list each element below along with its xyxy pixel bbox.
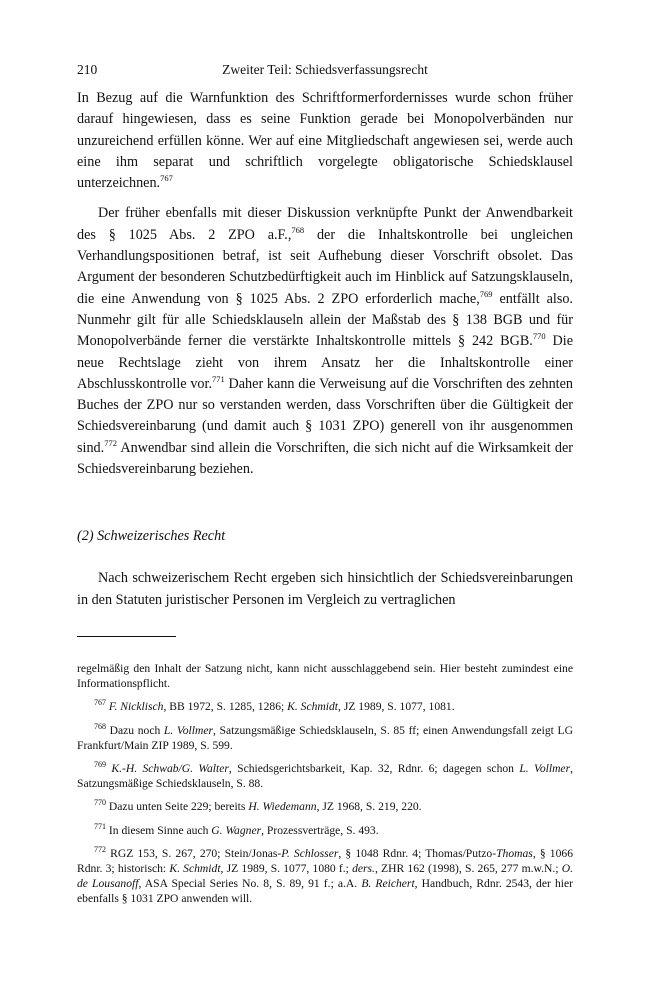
- page-number: 210: [77, 62, 98, 77]
- footnote-text: , ZHR 162 (1998), S. 265, 277 m.w.N.;: [374, 862, 562, 876]
- footnote-769: [77, 761, 573, 791]
- paragraph-3: Nach schweizerischem Recht ergeben sich hinsichtlich der Schiedsvereinbarungen in den Statuten juristischer Personen im Vergleich zu vertraglichen: [77, 570, 573, 608]
- footnote-text: , Handbuch, Rdnr. 2543, der hier ebenfalls § 1031 ZPO anwenden will.: [77, 877, 573, 906]
- paragraph-2-text: Der früher ebenfalls mit dieser Diskussion verknüpfte Punkt der Anwendbarkeit des § 1025 Abs. 2 ZPO a.F.,: [77, 205, 573, 243]
- footnote-771: [77, 823, 573, 838]
- footnote-number: 768: [94, 721, 106, 731]
- author-name: F. Nicklisch: [108, 700, 164, 714]
- footnote-text: , § 1066 Rdnr. 3; historisch:: [77, 846, 573, 876]
- author-name: G. Wagner: [211, 823, 262, 837]
- footnote-text: , Schiedsgerichtsbarkeit, Kap. 32, Rdnr. 6; dagegen schon: [228, 762, 520, 776]
- author-name: K.-H. Schwab/G. Walter: [111, 762, 229, 776]
- author-name: K. Schmidt: [169, 862, 221, 876]
- paragraph-2-text: Die neue Rechtslage zieht von ihrem Ansatz her die Inhaltskontrolle einer Abschlusskontrolle vor.: [77, 333, 573, 392]
- footnote-767: [77, 699, 573, 714]
- footnote-text: RGZ 153, S. 267, 270; Stein/Jonas-: [106, 846, 282, 860]
- footnote-number: 771: [94, 821, 106, 831]
- section-heading: (2) Schweizerisches Recht: [77, 528, 226, 545]
- footnote-number: 770: [94, 798, 106, 808]
- footnote-text: , JZ 1989, S. 1077, 1080 f.;: [220, 862, 353, 876]
- footnote-772: [77, 846, 573, 907]
- footnote-text: , BB 1972, S. 1285, 1286;: [163, 700, 288, 714]
- page-content: [77, 62, 573, 611]
- footnote-text: , ASA Special Series No. 8, S. 89, 91 f.; a.A.: [138, 877, 362, 891]
- footnote-continuation: regelmäßig den Inhalt der Satzung nicht, kann nicht ausschlaggebend sein. Hier besteht zumindest eine Informationspflicht.: [77, 662, 573, 691]
- author-name: P. Schlosser: [281, 846, 339, 860]
- footnote-text: , § 1048 Rdnr. 4; Thomas/Putzo-: [338, 846, 497, 860]
- author-name: L. Vollmer: [519, 762, 571, 776]
- paragraph-2: [77, 203, 573, 480]
- footnote-text: , Prozessverträge, S. 493.: [261, 823, 379, 837]
- footnote-768: [77, 723, 573, 753]
- footnote-ref-767[interactable]: 767: [160, 173, 173, 184]
- footnote-ref-772[interactable]: 772: [104, 437, 117, 448]
- footnote-ref-770[interactable]: 770: [532, 331, 546, 342]
- footnote-number: 772: [94, 844, 106, 854]
- paragraph-2-text: der die Inhaltskontrolle bei ungleichen Verhandlungspositionen betraf, ist seit Aufhebung dieser Vorschrift obsolet. Das Argument der besonderen Schutzbedürftigkeit auch im Hinblick auf Satzungsklauseln, die eine Anwendung von § 1025 Abs. 2 ZPO erforderlich mache,: [77, 226, 573, 307]
- paragraph-1: [77, 88, 573, 194]
- paragraph-2-text: Anwendbar sind allein die Vorschriften, die sich nicht auf die Wirksamkeit der Schiedsvereinbarung beziehen.: [77, 439, 573, 478]
- footnote-separator: [77, 636, 176, 637]
- paragraph-1-text: In Bezug auf die Warnfunktion des Schriftformerfordernisses wurde schon früher darauf hingewiesen, dass es seine Funktion gerade bei Monopolverbänden nur unzureichend erfüllen könne. Wer auf eine Mitgliedschaft angewiesen sei, werde auch eine ihm separat und schriftlich vorgelegte obligatorische Schiedsklausel unterzeichnen.: [77, 90, 573, 192]
- author-name: Thomas: [496, 846, 533, 860]
- footnote-text: Dazu noch: [106, 723, 164, 737]
- footnote-ref-771[interactable]: 771: [212, 373, 225, 384]
- paragraph-2-text: entfällt also. Nunmehr gilt für alle Schiedsklauseln allein der Maßstab des § 138 BGB und für Monopolverbände ferner die verstärkte Inhaltskontrolle mittels § 242 BGB.: [77, 290, 573, 350]
- footnote-770: [77, 799, 573, 814]
- footnote-text: , Satzungsmäßige Schiedsklauseln, S. 88.: [77, 762, 574, 791]
- author-name: ders.: [352, 862, 375, 876]
- footnote-text: In diesem Sinne auch: [106, 823, 212, 837]
- footnote-text: , JZ 1989, S. 1077, 1081.: [338, 700, 455, 714]
- author-name: L. Vollmer: [163, 723, 213, 737]
- author-name: B. Reichert: [361, 877, 415, 891]
- paragraph-2-text: Daher kann die Verweisung auf die Vorschriften des zehnten Buches der ZPO nur so verstanden werden, dass Vorschriften über die Gültigkeit der Schiedsvereinbarung (und damit auch § 1031 ZPO) generell von ihr ausgenommen sind.: [77, 375, 573, 456]
- page-header: [77, 62, 573, 88]
- author-name: K. Schmidt: [287, 700, 339, 714]
- footnotes: [77, 661, 573, 915]
- footnote-text: Dazu unten Seite 229; bereits: [106, 800, 249, 814]
- footnote-number: 769: [94, 760, 106, 770]
- footnote-text: , Satzungsmäßige Schiedsklauseln, S. 85 ff; einen Anwendungsfall zeigt LG Frankfurt/Main ZIP 1989, S. 599.: [77, 723, 573, 752]
- author-name: O. de Lousanoff: [77, 862, 574, 891]
- author-name: H. Wiedemann: [248, 800, 317, 814]
- footnote-ref-769[interactable]: 769: [479, 288, 493, 299]
- footnote-number: 767: [94, 698, 106, 708]
- footnote-ref-768[interactable]: 768: [291, 224, 305, 235]
- footnote-text: , JZ 1968, S. 219, 220.: [316, 800, 422, 814]
- running-head: Zweiter Teil: Schiedsverfassungsrecht: [222, 62, 428, 77]
